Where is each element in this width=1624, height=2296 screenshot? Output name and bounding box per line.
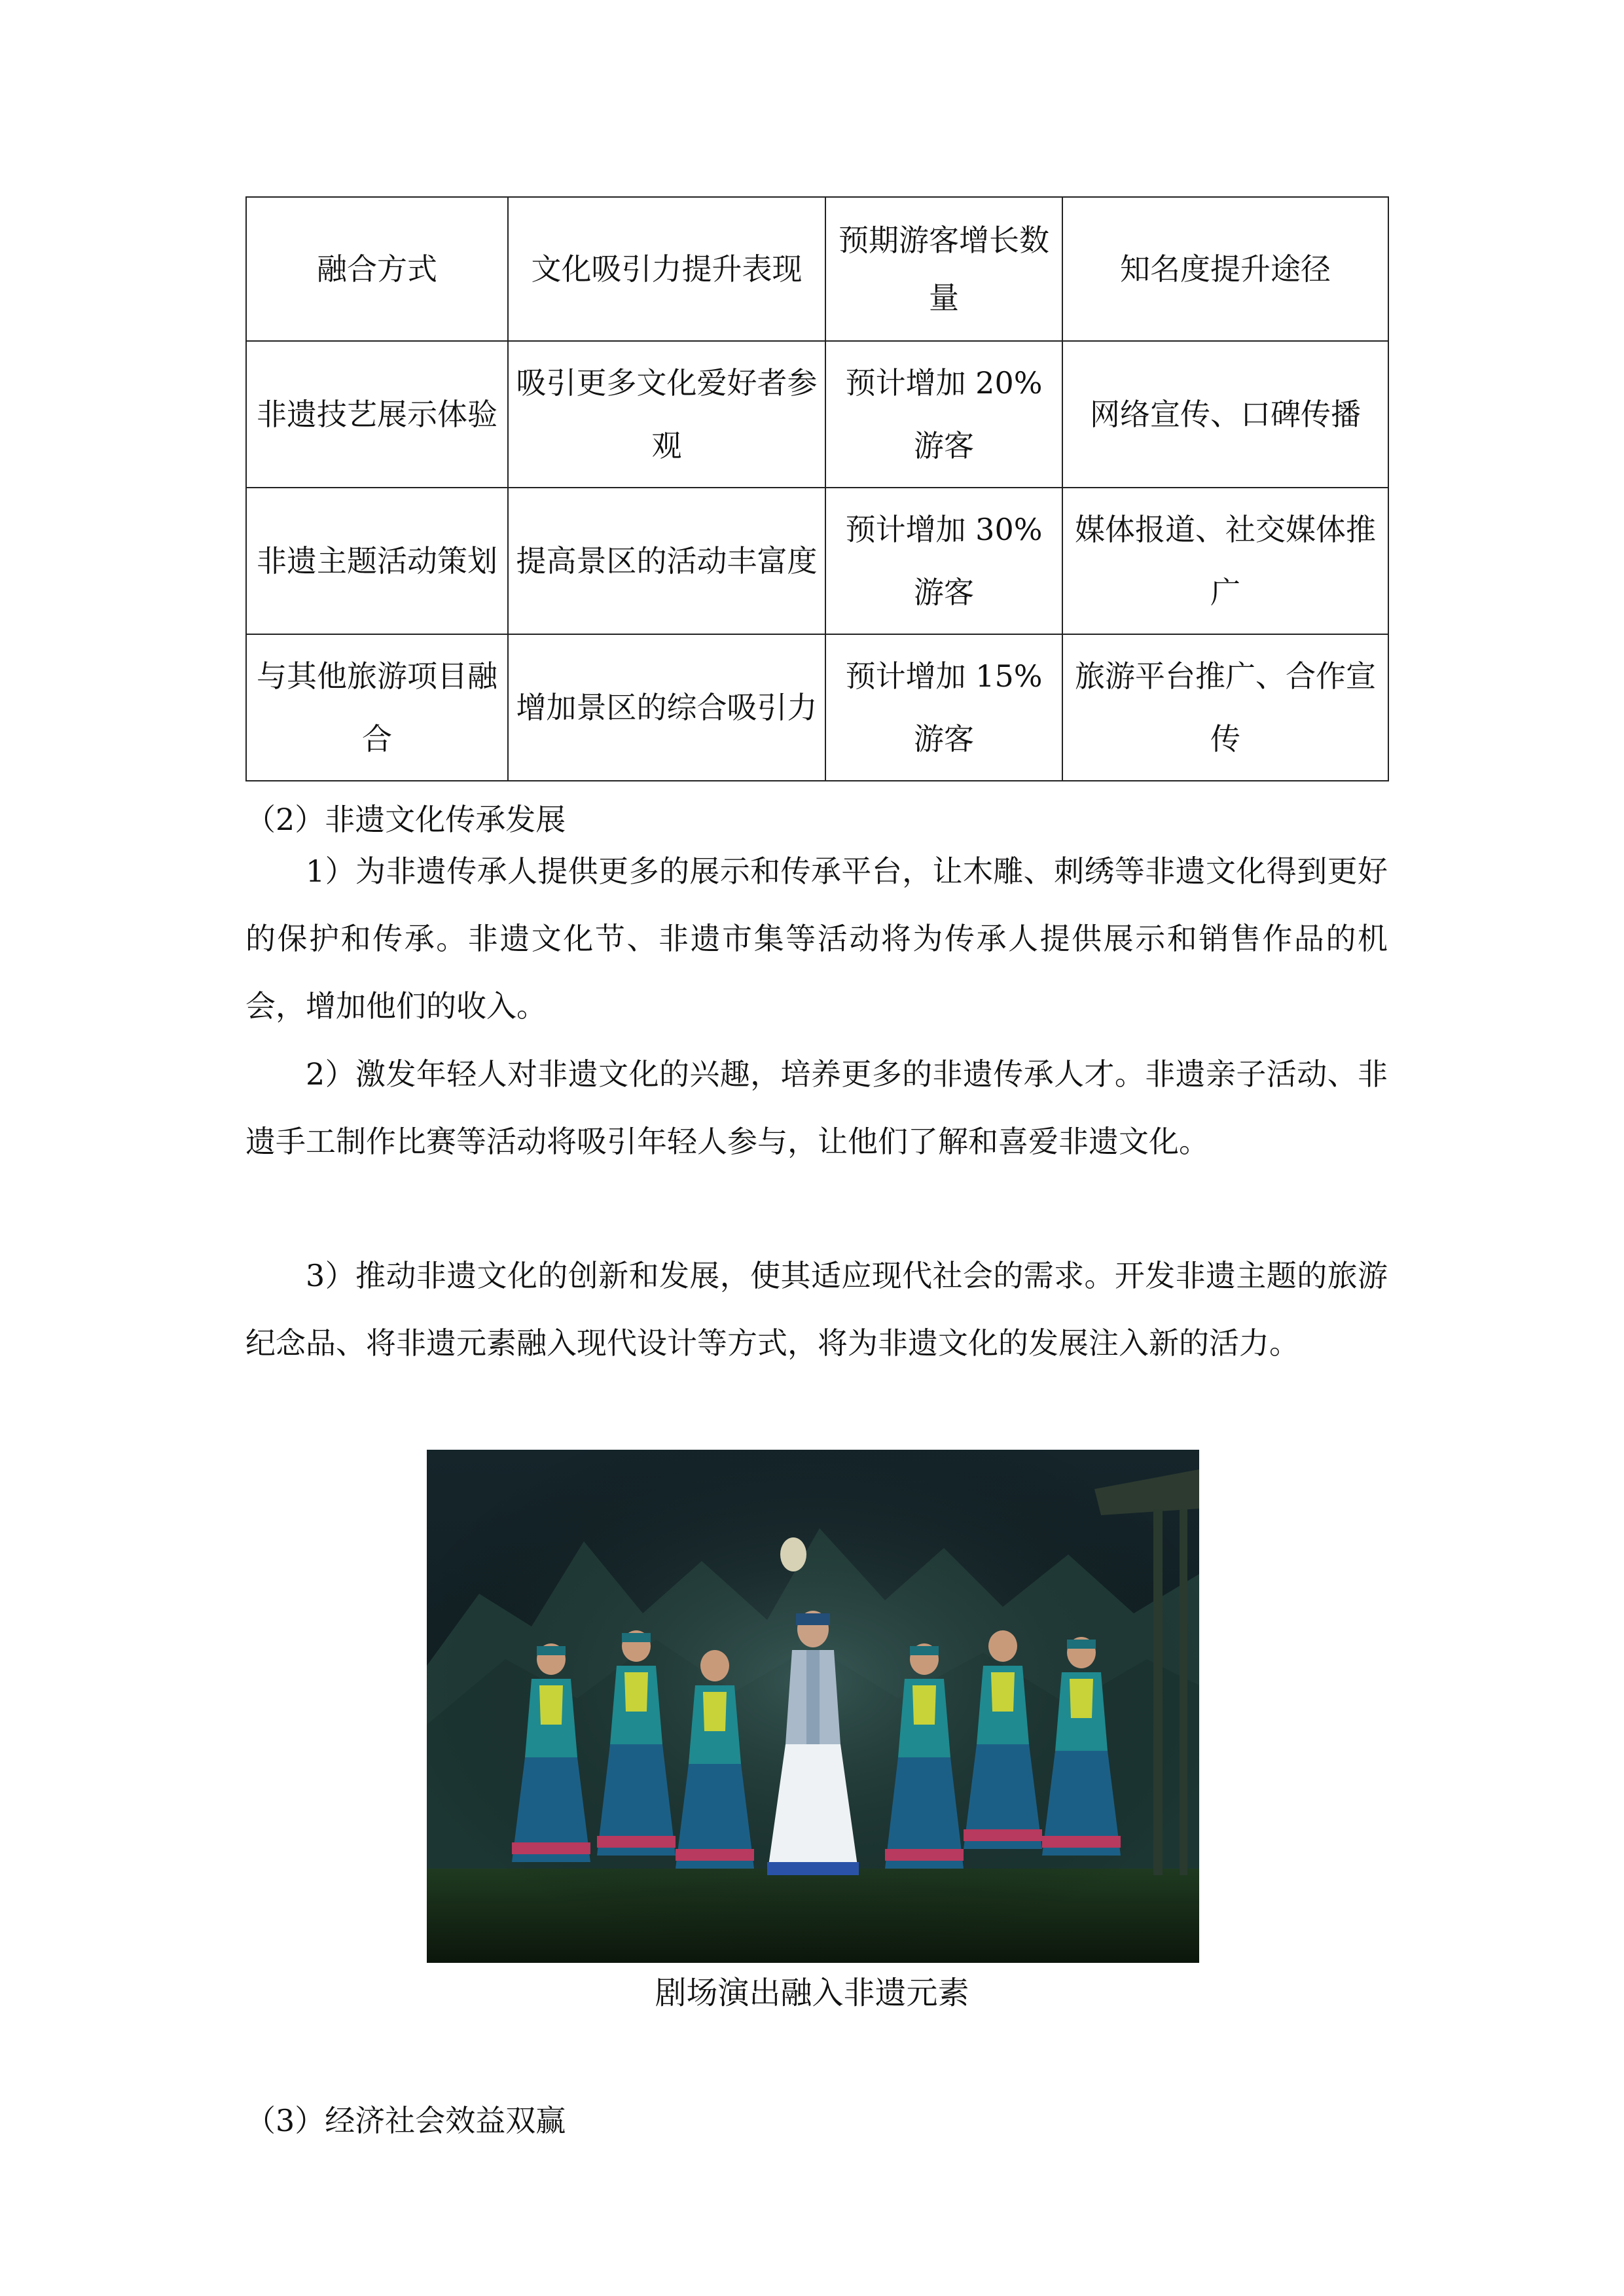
table-header-cell: 文化吸引力提升表现 bbox=[508, 197, 825, 341]
table-header-cell: 预期游客增长数量 bbox=[825, 197, 1062, 341]
table-row bbox=[246, 634, 1388, 781]
table-header-row bbox=[246, 197, 1388, 341]
table-cell: 增加景区的综合吸引力 bbox=[508, 634, 825, 781]
table-cell: 与其他旅游项目融合 bbox=[246, 634, 508, 781]
paragraph: 3）推动非遗文化的创新和发展，使其适应现代社会的需求。开发非遗主题的旅游纪念品、将非遗元素融入现代设计等方式，将为非遗文化的发展注入新的活力。 bbox=[245, 1258, 1388, 1361]
table-cell: 网络宣传、口碑传播 bbox=[1062, 341, 1388, 488]
table-row bbox=[246, 488, 1388, 634]
table-cell: 媒体报道、社交媒体推广 bbox=[1062, 488, 1388, 634]
table-cell: 预计增加 20%游客 bbox=[825, 341, 1062, 488]
fusion-table bbox=[245, 196, 1389, 781]
table-header-cell: 融合方式 bbox=[246, 197, 508, 341]
paragraph: 1）为非遗传承人提供更多的展示和传承平台，让木雕、刺绣等非遗文化得到更好的保护和传承。非遗文化节、非遗市集等活动将为传承人提供展示和销售作品的机会，增加他们的收入。 bbox=[245, 853, 1388, 1024]
paragraph: 2）激发年轻人对非遗文化的兴趣，培养更多的非遗传承人才。非遗亲子活动、非遗手工制作比赛等活动将吸引年轻人参与，让他们了解和喜爱非遗文化。 bbox=[245, 1056, 1388, 1159]
table-cell: 吸引更多文化爱好者参观 bbox=[508, 341, 825, 488]
table-cell: 非遗技艺展示体验 bbox=[246, 341, 508, 488]
table-row bbox=[246, 341, 1388, 488]
table-cell: 提高景区的活动丰富度 bbox=[508, 488, 825, 634]
figure-caption: 剧场演出融入非遗元素 bbox=[655, 1975, 969, 2011]
section-heading: （3）经济社会效益双赢 bbox=[245, 2103, 566, 2138]
table-cell: 预计增加 30%游客 bbox=[825, 488, 1062, 634]
section-heading: （2）非遗文化传承发展 bbox=[245, 802, 566, 837]
table-cell: 旅游平台推广、合作宣传 bbox=[1062, 634, 1388, 781]
table-cell: 预计增加 15%游客 bbox=[825, 634, 1062, 781]
stage-performance-photo bbox=[427, 1450, 1199, 1963]
table-cell: 非遗主题活动策划 bbox=[246, 488, 508, 634]
table-header-cell: 知名度提升途径 bbox=[1062, 197, 1388, 341]
